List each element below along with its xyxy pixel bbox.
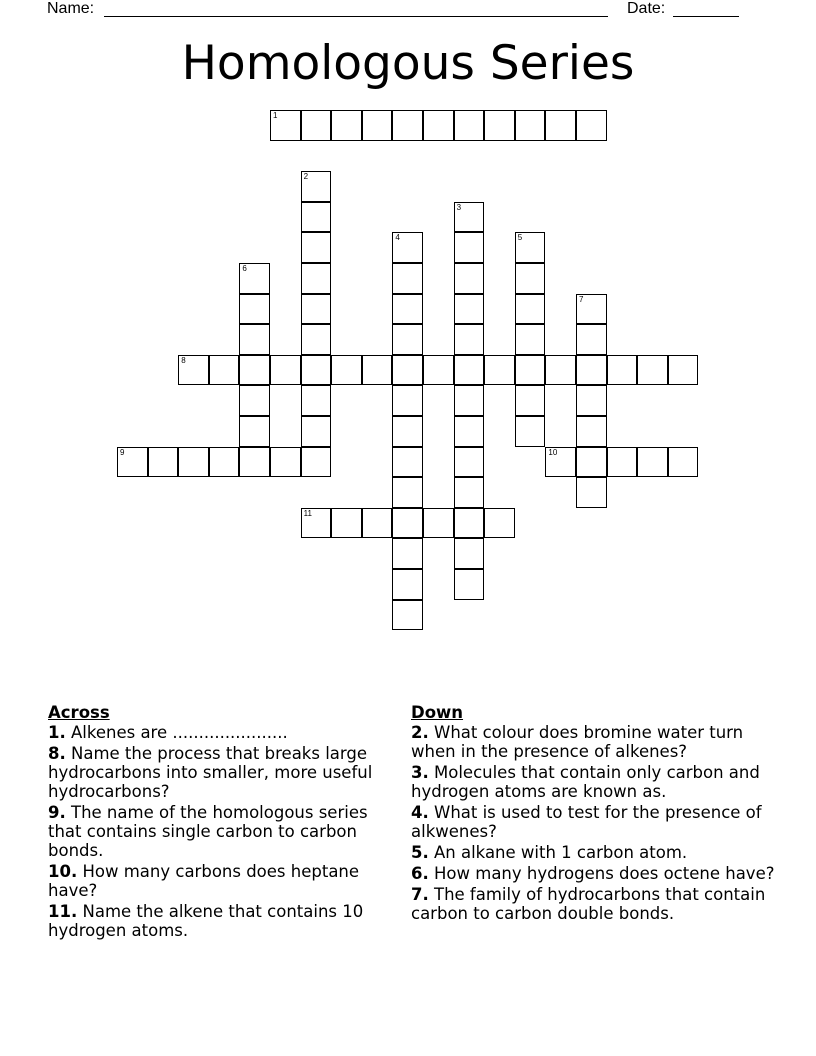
crossword-cell[interactable] (576, 385, 607, 416)
crossword-cell[interactable] (515, 110, 546, 141)
crossword-cell[interactable] (392, 385, 423, 416)
crossword-cell[interactable] (301, 355, 332, 386)
crossword-cell[interactable] (668, 447, 699, 478)
across-heading: Across (48, 703, 110, 722)
crossword-cell[interactable] (239, 416, 270, 447)
crossword-cell[interactable] (454, 324, 485, 355)
crossword-cell[interactable] (301, 416, 332, 447)
crossword-cell[interactable] (239, 324, 270, 355)
clue-number: 10 (548, 447, 558, 457)
crossword-cell[interactable] (331, 508, 362, 539)
crossword-cell[interactable] (392, 569, 423, 600)
clue-down-2: 2. What colour does bromine water turn when in the presence of alkenes? (411, 723, 744, 761)
crossword-cell[interactable] (331, 355, 362, 386)
clue-number: 6 (242, 264, 247, 273)
clue-down-4: 4. What is used to test for the presence of alkwenes? (411, 803, 762, 841)
crossword-cell[interactable] (454, 202, 485, 233)
crossword-cell[interactable] (576, 416, 607, 447)
crossword-cell[interactable] (392, 355, 423, 386)
clue-across-1: 1. Alkenes are ...................... (48, 723, 288, 742)
crossword-cell[interactable] (178, 355, 209, 386)
clue-number: 2 (303, 172, 309, 182)
crossword-cell[interactable] (301, 508, 332, 539)
crossword-cell[interactable] (668, 355, 699, 386)
clue-number: 7 (579, 294, 584, 304)
clue-number: 9 (120, 447, 125, 457)
crossword-cell[interactable] (545, 110, 576, 141)
crossword-cell[interactable] (362, 355, 393, 386)
crossword-cell[interactable] (454, 263, 485, 294)
crossword-cell[interactable] (239, 385, 270, 416)
crossword-cell[interactable] (301, 171, 332, 202)
clue-across-11: 11. Name the alkene that contains 10 hydrogen atoms. (48, 902, 364, 940)
across-clues (48, 703, 393, 942)
crossword-cell[interactable] (515, 416, 546, 447)
crossword-cell[interactable] (454, 477, 485, 508)
crossword-cell[interactable] (576, 294, 607, 325)
crossword-cell[interactable] (423, 110, 454, 141)
crossword-cell[interactable] (637, 355, 668, 386)
crossword-cell[interactable] (392, 232, 423, 263)
crossword-cell[interactable] (392, 508, 423, 539)
crossword-cell[interactable] (392, 324, 423, 355)
crossword-cell[interactable] (331, 110, 362, 141)
crossword-cell[interactable] (392, 416, 423, 447)
clue-across-10: 10. How many carbons does heptane have? (48, 862, 360, 900)
crossword-cell[interactable] (301, 324, 332, 355)
crossword-cell[interactable] (301, 232, 332, 263)
crossword-cell[interactable] (209, 355, 240, 386)
down-heading: Down (411, 703, 464, 722)
crossword-cell[interactable] (423, 355, 454, 386)
clue-down-5: 5. An alkane with 1 carbon atom. (411, 843, 688, 862)
crossword-cell[interactable] (515, 263, 546, 294)
crossword-cell[interactable] (454, 294, 485, 325)
clue-down-6: 6. How many hydrogens does octene have? (411, 864, 775, 883)
crossword-cell[interactable] (576, 324, 607, 355)
crossword-cell[interactable] (515, 232, 546, 263)
crossword-cell[interactable] (423, 508, 454, 539)
down-clues (411, 703, 781, 925)
crossword-cell[interactable] (148, 447, 179, 478)
crossword-cell[interactable] (454, 447, 485, 478)
clue-across-8: 8. Name the process that breaks large hydrocarbons into smaller, more useful hydrocarbons? (48, 744, 373, 801)
crossword-cell[interactable] (392, 110, 423, 141)
crossword-cell[interactable] (637, 447, 668, 478)
crossword-cell[interactable] (209, 447, 240, 478)
clue-down-3: 3. Molecules that contain only carbon and hydrogen atoms are known as. (411, 763, 760, 801)
crossword-cell[interactable] (576, 477, 607, 508)
page-title: Homologous Series (181, 36, 635, 91)
clue-number: 3 (456, 202, 462, 212)
crossword-cell[interactable] (607, 355, 638, 386)
crossword-cell[interactable] (392, 447, 423, 478)
clue-number: 5 (517, 233, 523, 243)
crossword-cell[interactable] (484, 355, 515, 386)
crossword-cell[interactable] (301, 263, 332, 294)
crossword-cell[interactable] (301, 447, 332, 478)
crossword-cell[interactable] (607, 447, 638, 478)
crossword-cell[interactable] (576, 110, 607, 141)
clue-across-9: 9. The name of the homologous series that contains single carbon to carbon bonds. (48, 803, 368, 860)
crossword-cell[interactable] (484, 508, 515, 539)
crossword-cell[interactable] (392, 263, 423, 294)
crossword-cell[interactable] (545, 447, 576, 478)
clue-down-7: 7. The family of hydrocarbons that contain carbon to carbon double bonds. (411, 885, 766, 923)
crossword-cell[interactable] (454, 569, 485, 600)
crossword-cell[interactable] (239, 447, 270, 478)
clue-number: 11 (303, 508, 312, 518)
crossword-cell[interactable] (454, 538, 485, 569)
crossword-cell[interactable] (576, 355, 607, 386)
crossword-cell[interactable] (301, 202, 332, 233)
crossword-cell[interactable] (270, 447, 301, 478)
crossword-cell[interactable] (178, 447, 209, 478)
crossword-cell[interactable] (576, 447, 607, 478)
crossword-cell[interactable] (239, 355, 270, 386)
crossword-cell[interactable] (301, 385, 332, 416)
crossword-cell[interactable] (362, 110, 393, 141)
crossword-cell[interactable] (545, 355, 576, 386)
crossword-cell[interactable] (392, 538, 423, 569)
crossword-cell[interactable] (392, 477, 423, 508)
crossword-cell[interactable] (270, 355, 301, 386)
crossword-cell[interactable] (454, 355, 485, 386)
crossword-cell[interactable] (454, 508, 485, 539)
crossword-cell[interactable] (117, 447, 148, 478)
crossword-cell[interactable] (392, 294, 423, 325)
crossword-cell[interactable] (515, 385, 546, 416)
crossword-cell[interactable] (515, 355, 546, 386)
crossword-cell[interactable] (454, 110, 485, 141)
crossword-cell[interactable] (301, 294, 332, 325)
crossword-cell[interactable] (454, 385, 485, 416)
clue-number: 4 (395, 233, 400, 243)
crossword-cell[interactable] (301, 110, 332, 141)
name-label: Name: (47, 0, 95, 17)
crossword-cell[interactable] (454, 232, 485, 263)
clue-number: 8 (181, 355, 186, 365)
crossword-cell[interactable] (270, 110, 301, 141)
date-label: Date: (627, 0, 666, 17)
crossword-cell[interactable] (239, 294, 270, 325)
crossword-cell[interactable] (392, 600, 423, 631)
clue-number: 1 (273, 111, 278, 120)
crossword-cell[interactable] (515, 324, 546, 355)
crossword-cell[interactable] (362, 508, 393, 539)
crossword-cell[interactable] (454, 416, 485, 447)
crossword-cell[interactable] (484, 110, 515, 141)
crossword-cell[interactable] (515, 294, 546, 325)
crossword-cell[interactable] (239, 263, 270, 294)
